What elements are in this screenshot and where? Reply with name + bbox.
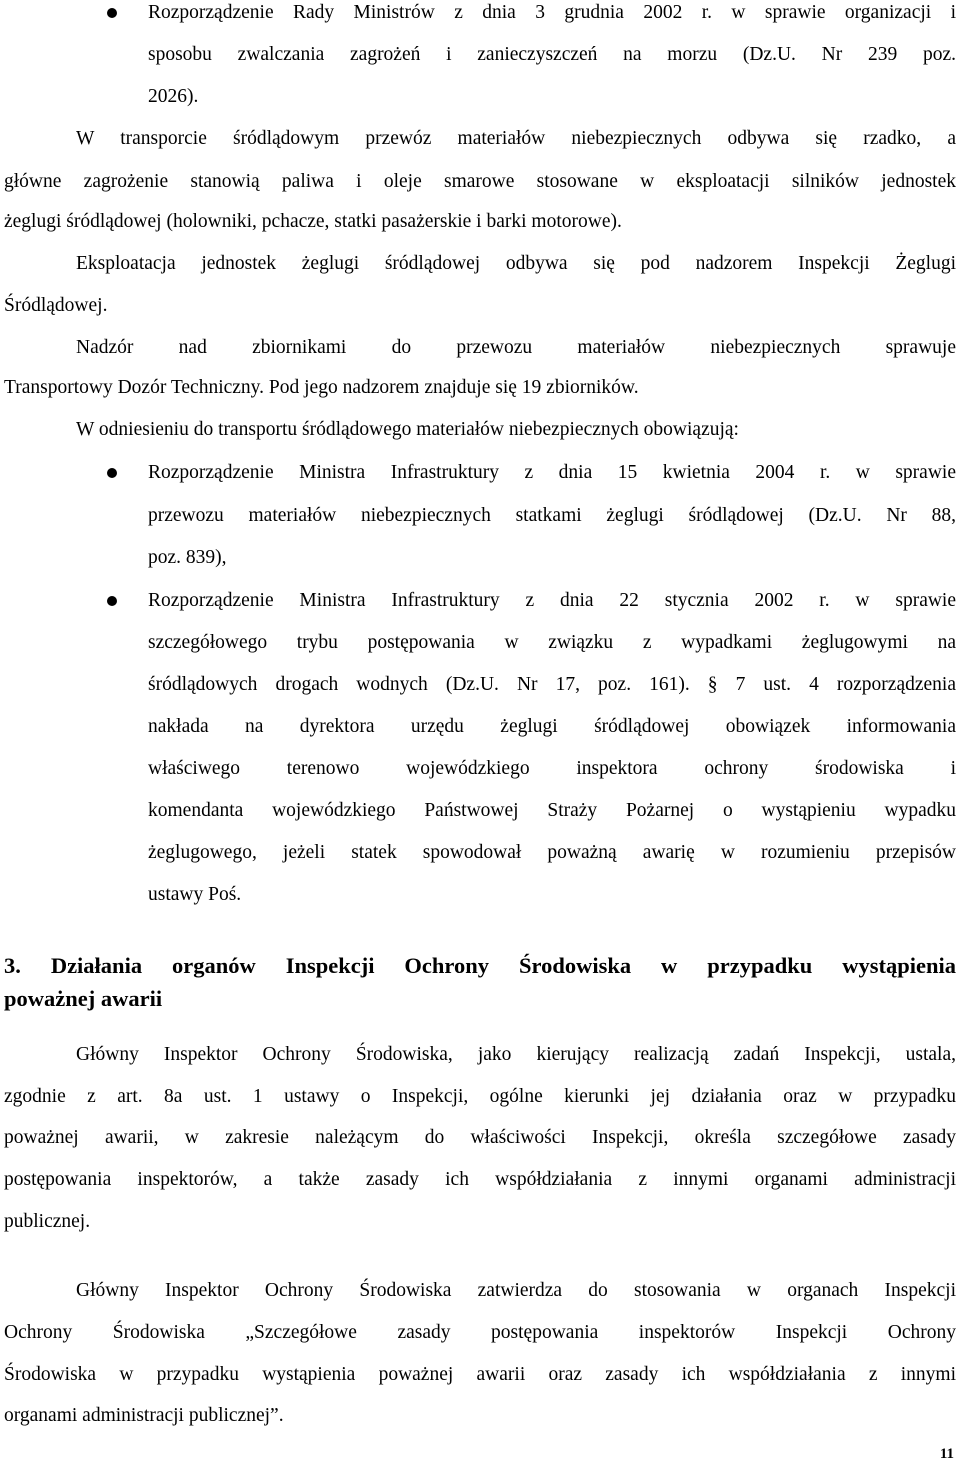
paragraph-line: Ochrony Środowiska „Szczegółowe zasady postępowania inspektorów Inspekcji Ochrony (4, 1322, 956, 1343)
list-item-line: komendanta wojewódzkiego Państwowej Straży Pożarnej o wystąpieniu wypadku (148, 800, 956, 821)
paragraph-line: Transportowy Dozór Techniczny. Pod jego nadzorem znajduje się 19 zbiorników. (4, 377, 639, 398)
list-item-line: przewozu materiałów niebezpiecznych statkami żeglugi śródlądowej (Dz.U. Nr 88, (148, 505, 956, 526)
paragraph-line: organami administracji publicznej”. (4, 1405, 284, 1426)
paragraph-line: zgodnie z art. 8a ust. 1 ustawy o Inspekcji, ogólne kierunki jej działania oraz w przypadku (4, 1086, 956, 1107)
paragraph-line: W odniesieniu do transportu śródlądowego materiałów niebezpiecznych obowiązują: (76, 419, 739, 440)
section-heading: poważnej awarii (4, 986, 163, 1011)
paragraph-line: Główny Inspektor Ochrony Środowiska zatwierdza do stosowania w organach Inspekcji (76, 1280, 956, 1301)
list-item-line: szczegółowego trybu postępowania w związku z wypadkami żeglugowymi na (148, 632, 956, 653)
paragraph-line: Śródlądowej. (4, 295, 108, 316)
list-item-line: poz. 839), (148, 547, 227, 568)
bullet-icon (107, 8, 117, 18)
page-number: 11 (939, 1446, 954, 1462)
paragraph-line: publicznej. (4, 1211, 91, 1232)
paragraph-line: postępowania inspektorów, a także zasady ich współdziałania z innymi organami administracji (4, 1169, 956, 1190)
list-item-line: Rozporządzenie Ministra Infrastruktury z dnia 22 stycznia 2002 r. w sprawie (148, 590, 956, 611)
section-heading: 3. Działania organów Inspekcji Ochrony Środowiska w przypadku wystąpienia (4, 953, 956, 978)
list-item-line: właściwego terenowo wojewódzkiego inspektora ochrony środowiska i (148, 758, 956, 779)
paragraph-line: Główny Inspektor Ochrony Środowiska, jako kierujący realizacją zadań Inspekcji, ustala, (76, 1044, 956, 1065)
list-item-line: 2026). (148, 86, 199, 107)
paragraph-line: poważnej awarii, w zakresie należącym do właściwości Inspekcji, określa szczegółowe zasady (4, 1127, 956, 1148)
list-item-line: śródlądowych drogach wodnych (Dz.U. Nr 17, poz. 161). § 7 ust. 4 rozporządzenia (148, 674, 956, 695)
bullet-icon (107, 468, 117, 478)
paragraph-line: Eksploatacja jednostek żeglugi śródlądowej odbywa się pod nadzorem Inspekcji Żeglugi (76, 253, 956, 274)
paragraph-line: W transporcie śródlądowym przewóz materiałów niebezpiecznych odbywa się rzadko, a (76, 128, 956, 149)
list-item-line: Rozporządzenie Ministra Infrastruktury z dnia 15 kwietnia 2004 r. w sprawie (148, 462, 956, 483)
bullet-icon (107, 596, 117, 606)
list-item-line: Rozporządzenie Rady Ministrów z dnia 3 grudnia 2002 r. w sprawie organizacji i (148, 2, 956, 23)
list-item-line: żeglugowego, jeżeli statek spowodował poważną awarię w rozumieniu przepisów (148, 842, 956, 863)
paragraph-line: żeglugi śródlądowej (holowniki, pchacze, statki pasażerskie i barki motorowe). (4, 211, 622, 232)
list-item-line: ustawy Poś. (148, 884, 242, 905)
paragraph-line: Środowiska w przypadku wystąpienia poważnej awarii oraz zasady ich współdziałania z innymi (4, 1364, 956, 1385)
paragraph-line: główne zagrożenie stanowią paliwa i oleje smarowe stosowane w eksploatacji silników jednostek (4, 171, 956, 192)
paragraph-line: Nadzór nad zbiornikami do przewozu materiałów niebezpiecznych sprawuje (76, 337, 956, 358)
list-item-line: nakłada na dyrektora urzędu żeglugi śródlądowej obowiązek informowania (148, 716, 956, 737)
list-item-line: sposobu zwalczania zagrożeń i zanieczyszczeń na morzu (Dz.U. Nr 239 poz. (148, 44, 956, 65)
